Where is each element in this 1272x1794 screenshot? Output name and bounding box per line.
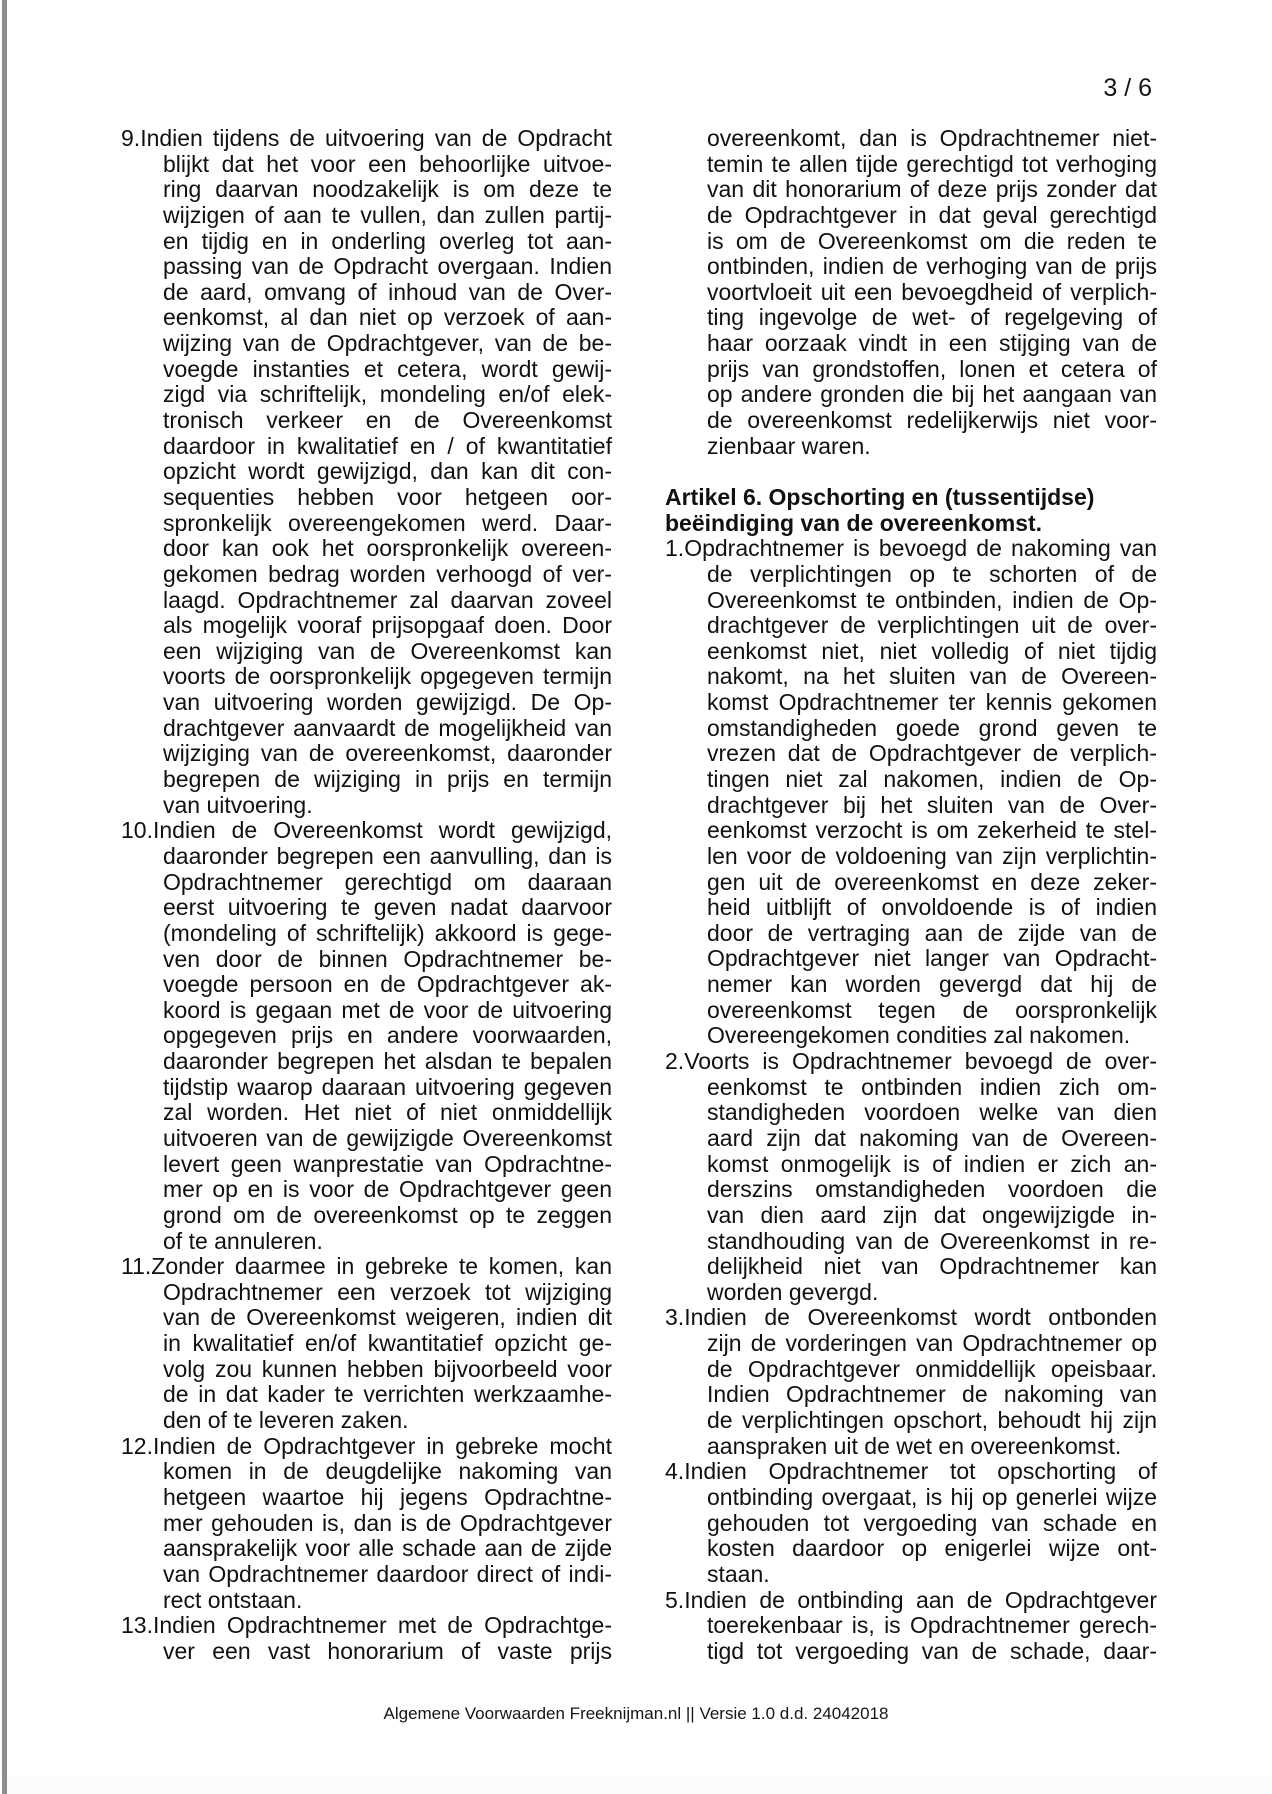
text-line: komen in de deugdelijke nakoming van [163,1458,612,1485]
text-line: aansprakelijk voor alle schade aan de zijde [163,1535,612,1562]
text-line: voegde instanties et cetera, wordt gewij- [163,355,612,382]
text-line: mer gehouden is, dan is de Opdrachtgever [163,1509,612,1536]
text-line: van dien aard zijn dat ongewijzigde in- [707,1201,1157,1228]
text-line: wijziging van de overeenkomst, daaronder [163,740,612,767]
scan-bottom-shade [7,1776,1272,1794]
text-line: nemer kan worden gevergd dat hij de [707,971,1157,998]
text-line: van uitvoering. [163,791,313,818]
text-line: grond om de overeenkomst op te zeggen [163,1201,612,1228]
text-line: tronisch verkeer en de Overeenkomst [163,407,612,434]
text-line: levert geen wanprestatie van Opdrachtne- [163,1150,612,1177]
text-line: is om de Overeenkomst om die reden te [707,227,1157,254]
text-line: overeenkomst tegen de oorspronkelijk [707,996,1157,1023]
text-line: begrepen de wijziging in prijs en termijn [163,766,612,793]
page-number: 3 / 6 [1103,74,1152,102]
text-line: aanspraken uit de wet en overeenkomst. [707,1432,1122,1459]
item-number: 2. [665,1048,685,1075]
text-line: opzicht wordt gewijzigd, dan kan dit con- [163,458,612,485]
text-line: gehouden tot vergoeding van schade en [707,1509,1157,1536]
text-line: voegde persoon en de Opdrachtgever ak- [163,971,612,998]
list-item-3 [665,1305,1157,1459]
text-line: volg zou kunnen hebben bijvoorbeeld voor [163,1355,612,1382]
paragraph-spacer [665,459,1157,485]
text-line: passing van de Opdracht overgaan. Indien [163,253,612,280]
text-line: tijdstip waarop daaraan uitvoering gegeven [163,1073,612,1100]
text-line: daardoor in kwalitatief en / of kwantitatief [163,432,612,459]
text-line: een wijziging van de Overeenkomst kan [163,637,612,664]
text-line: 4.Indien Opdrachtnemer tot opschorting of [665,1458,1157,1485]
text-line: derszins omstandigheden voordoen die [707,1176,1157,1203]
text-line: 5.Indien de ontbinding aan de Opdrachtgever [665,1586,1157,1613]
text-line: drachtgever de verplichtingen uit de over- [707,612,1157,639]
item-number: 1. [665,535,685,562]
text-line: de verplichtingen opschort, behoudt hij zijn [707,1407,1157,1434]
text-line: Opdrachtnemer een verzoek tot wijziging [163,1278,612,1305]
text-line: van uitvoering worden gewijzigd. De Op- [163,689,612,716]
text-line: de aard, omvang of inhoud van de Over- [163,278,612,305]
item-number: 4. [665,1458,685,1485]
text-line: van dit honorarium of deze prijs zonder dat [707,176,1157,203]
list-item-4 [665,1459,1157,1587]
text-line: aard zijn dat nakoming van de Overeen- [707,1124,1157,1151]
text-line: zienbaar waren. [707,432,871,459]
text-line: ontbinden, indien de verhoging van de prijs [707,253,1157,280]
text-line: voortvloeit uit een bevoegdheid of verplich- [707,278,1157,305]
text-line: drachtgever aanvaardt de mogelijkheid van [163,714,612,741]
text-line: als mogelijk vooraf prijsopgaaf doen. Door [163,612,612,639]
text-line: eenkomst, al dan niet op verzoek of aan- [163,304,612,331]
list-item-12 [121,1434,612,1613]
text-line: door de vertraging aan de zijde van de [707,919,1157,946]
text-line: of te annuleren. [163,1227,323,1254]
text-line: de verplichtingen op te schorten of de [707,560,1157,587]
left-column [121,126,612,1664]
text-line: daaronder begrepen het alsdan te bepalen [163,1048,612,1075]
paragraph-continuation [665,126,1157,459]
text-line: van de Overeenkomst weigeren, indien dit [163,1304,612,1331]
text-line: len voor de voldoening van zijn verplichtin- [707,842,1157,869]
text-line: wijzing van de Opdrachtgever, van de be- [163,330,612,357]
article-heading [665,485,1157,536]
text-line: rect ontstaan. [163,1586,303,1613]
text-line: de overeenkomst redelijkerwijs niet voor- [707,407,1157,434]
text-line: nakomt, na het sluiten van de Overeen- [707,663,1157,690]
text-line: daaronder begrepen een aanvulling, dan is [163,842,612,869]
text-line: standhouding van de Overeenkomst in re- [707,1227,1157,1254]
list-item-13 [121,1613,612,1664]
text-line: gekomen bedrag worden verhoogd of ver- [163,560,612,587]
item-number: 9. [121,125,141,151]
text-line: Artikel 6. Opschorting en (tussentijdse) [665,483,1095,510]
text-line: de Opdrachtgever onmiddellijk opeisbaar. [707,1355,1157,1382]
footer-text: Algemene Voorwaarden Freeknijman.nl || Versie 1.0 d.d. 24042018 [383,1704,889,1723]
text-line: 3.Indien de Overeenkomst wordt ontbonden [665,1304,1157,1331]
text-line: ven door de binnen Opdrachtnemer be- [163,945,612,972]
text-line: spronkelijk overeengekomen werd. Daar- [163,509,612,536]
text-line: omstandigheden goede grond geven te [707,714,1157,741]
list-item-9 [121,126,612,818]
text-line: zigd via schriftelijk, mondeling en/of elek- [163,381,612,408]
text-line: drachtgever bij het sluiten van de Over- [707,791,1157,818]
text-line: laagd. Opdrachtnemer zal daarvan zoveel [163,586,612,613]
text-line: tingen niet zal nakomen, indien de Op- [707,766,1157,792]
text-line: op andere gronden die bij het aangaan van [707,381,1157,408]
item-number: 10. [121,817,153,844]
text-line: den of te leveren zaken. [163,1407,409,1434]
text-line: uitvoeren van de gewijzigde Overeenkomst [163,1124,612,1151]
text-line: komst onmogelijk is of indien er zich an- [707,1150,1157,1177]
text-line: zal worden. Het niet of niet onmiddellijk [163,1099,612,1126]
text-line: tigd tot vergoeding van de schade, daar- [707,1637,1157,1664]
text-line: delijkheid niet van Opdrachtnemer kan [707,1253,1157,1280]
text-line: opgegeven prijs en andere voorwaarden, [163,1022,612,1049]
text-line: de Opdrachtgever in dat geval gerechtigd [707,201,1157,228]
text-line: van Opdrachtnemer daardoor direct of indi- [163,1560,612,1587]
text-line: (mondeling of schriftelijk) akkoord is gege- [163,919,612,946]
item-number: 5. [665,1586,685,1613]
text-line: Opdrachtgever niet langer van Opdracht- [707,945,1157,972]
column-gap [612,126,665,1664]
text-line: door kan ook het oorspronkelijk overeen- [163,535,612,562]
text-line: heid uitblijft of onvoldoende is of indien [707,894,1157,921]
text-line: eenkomst niet, niet volledig of niet tijdig [707,637,1157,664]
text-line: 12.Indien de Opdrachtgever in gebreke mocht [121,1432,612,1459]
text-line: prijs van grondstoffen, lonen et cetera of [707,355,1157,382]
text-line: sequenties hebben voor hetgeen oor- [163,483,612,510]
text-line: ver een vast honorarium of vaste prijs [163,1637,612,1664]
text-line: Opdrachtnemer gerechtigd om daaraan [163,868,612,895]
right-column [665,126,1157,1664]
text-line: ring daarvan noodzakelijk is om deze te [163,176,612,203]
text-line: koord is gegaan met de voor de uitvoering [163,996,612,1023]
text-line: 11.Zonder daarmee in gebreke te komen, kan [121,1253,612,1280]
item-number: 3. [665,1304,685,1331]
text-line: komst Opdrachtnemer ter kennis gekomen [707,689,1157,716]
text-line: staan. [707,1560,770,1587]
text-line: Overeengekomen condities zal nakomen. [707,1022,1131,1049]
text-line: 10.Indien de Overeenkomst wordt gewijzigd, [121,817,612,844]
text-line: ontbinding overgaat, is hij op generlei wijze [707,1483,1157,1510]
text-line: de in dat kader te verrichten werkzaamhe- [163,1381,612,1408]
list-item-2 [665,1049,1157,1305]
text-line: worden gevergd. [707,1278,879,1305]
text-line: 13.Indien Opdrachtnemer met de Opdrachtge- [121,1612,612,1639]
text-line: haar oorzaak vindt in een stijging van de [707,330,1157,357]
text-line: standigheden voordoen welke van dien [707,1099,1157,1126]
list-item-11 [121,1254,612,1433]
text-line: zijn de vorderingen van Opdrachtnemer op [707,1330,1157,1357]
text-line: blijkt dat het voor een behoorlijke uitvoe- [163,150,612,177]
item-number: 12. [121,1432,153,1459]
text-line: Overeenkomst te ontbinden, indien de Op- [707,586,1157,613]
text-line: ting ingevolge de wet- of regelgeving of [707,304,1157,331]
list-item-10 [121,818,612,1254]
text-line: eerst uitvoering te geven nadat daarvoor [163,894,612,921]
list-item-1 [665,536,1157,1049]
text-line: 1.Opdrachtnemer is bevoegd de nakoming van [665,535,1157,562]
text-line: Indien Opdrachtnemer de nakoming van [707,1381,1157,1408]
text-line: overeenkomt, dan is Opdrachtnemer niet- [707,125,1157,151]
scan-edge [2,0,7,1794]
item-number: 13. [121,1612,153,1639]
item-number: 11. [121,1253,152,1280]
text-line: kosten daardoor op enigerlei wijze ont- [707,1535,1157,1562]
text-line: eenkomst verzocht is om zekerheid te stel- [707,817,1157,844]
text-line: temin te allen tijde gerechtigd tot verhoging [707,150,1157,177]
text-line: beëindiging van de overeenkomst. [665,509,1043,536]
text-line: en tijdig en in onderling overleg tot aan- [163,227,612,254]
text-line: mer op en is voor de Opdrachtgever geen [163,1176,612,1203]
text-line: gen uit de overeenkomst en deze zeker- [707,868,1157,895]
text-line: wijzigen of aan te vullen, dan zullen partij- [163,201,612,228]
text-line: eenkomst te ontbinden indien zich om- [707,1073,1157,1100]
text-line: vrezen dat de Opdrachtgever de verplich- [707,740,1157,767]
list-item-5 [665,1588,1157,1665]
text-line: hetgeen waartoe hij jegens Opdrachtne- [163,1483,612,1510]
text-line: 9.Indien tijdens de uitvoering van de Opdracht [121,125,612,151]
text-line: 2.Voorts is Opdrachtnemer bevoegd de over- [665,1048,1157,1075]
two-column-text [121,126,1157,1664]
text-line: voorts de oorspronkelijk opgegeven termijn [163,663,612,690]
text-line: in kwalitatief en/of kwantitatief opzicht ge- [163,1330,612,1357]
text-line: toerekenbaar is, is Opdrachtnemer gerech- [707,1612,1157,1639]
